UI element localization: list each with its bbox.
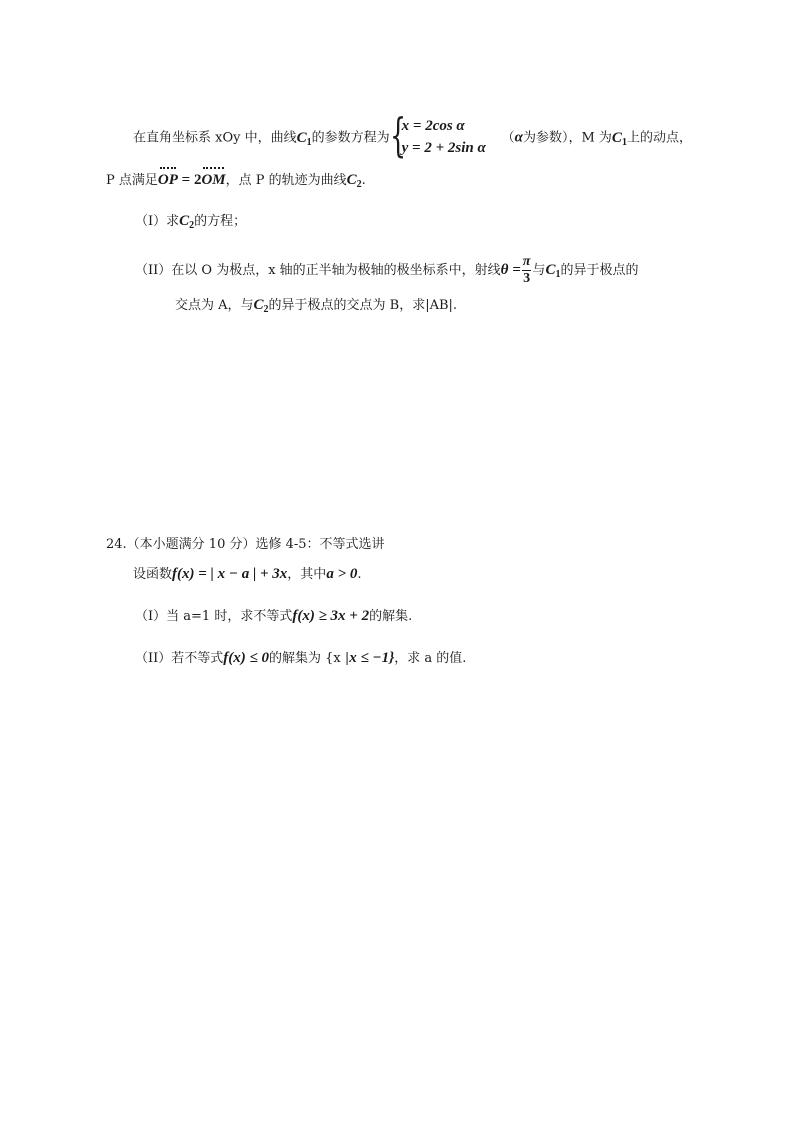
curve-c2: $C_2$ xyxy=(346,172,362,190)
q23-part-1 xyxy=(135,211,246,236)
function-def: f(x) = | x − a | + 3x xyxy=(172,566,288,582)
q23-part-2-cont xyxy=(175,295,457,320)
part-2-text-2: 的异于极点的 xyxy=(560,263,639,278)
part-1-label: （I）求 xyxy=(135,214,180,229)
part-2-with: 与 xyxy=(532,263,546,278)
q24-part-1 xyxy=(135,606,412,627)
curve-c2-ref: $C_2$ xyxy=(179,213,195,231)
part-2-text-4: 的异于极点的交点为 B，求|AB|. xyxy=(268,298,458,313)
param-eq-y: y = 2 + 2sin α xyxy=(401,140,486,156)
frac-numerator: π xyxy=(522,254,531,269)
frac-denominator: 3 xyxy=(523,271,531,286)
p-condition-text: P 点满足 xyxy=(106,173,158,188)
def-text-2: ，其中 xyxy=(287,567,327,582)
vector-op: OP xyxy=(157,172,178,188)
q23-intro-text-2: 的参数方程为 xyxy=(311,130,390,146)
q23-intro-text: 在直角坐标系 xOy 中，曲线 xyxy=(133,130,297,146)
vector-equation: = 2 xyxy=(177,172,202,188)
param-alpha: α xyxy=(514,129,523,146)
q24-part-2-set: 的解集为 {x | xyxy=(269,651,350,666)
trajectory-text: ，点 P 的轨迹为曲线 xyxy=(225,173,347,188)
solution-set: x ≤ −1} xyxy=(349,650,395,666)
q24-definition xyxy=(133,564,362,585)
inequality-2: f(x) ≤ 0 xyxy=(223,650,269,666)
q24-part-1-text: （I）当 a=1 时，求不等式 xyxy=(135,609,293,624)
curve-c1-ref-2: $C_1$ xyxy=(545,262,561,280)
q23-intro-text-3: 上的动点， xyxy=(626,130,692,146)
q23-line-1: 在直角坐标系 xOy 中，曲线$C_1$的参数方程为 { x = 2cos α y = 2 + 2sin α （α为参数），M 为$C_1$上的动点， xyxy=(133,108,692,162)
q23-part-2 xyxy=(135,254,638,287)
part-1-text: 的方程； xyxy=(194,214,247,229)
def-text: 设函数 xyxy=(133,567,173,582)
curve-c1: $C_1$ xyxy=(296,129,312,148)
q24-part-1-end: 的解集. xyxy=(369,609,413,624)
curve-c2-ref-2: $C_2$ xyxy=(253,297,269,315)
parametric-system: { x = 2cos α y = 2 + 2sin α xyxy=(389,108,486,162)
param-eq-x: x = 2cos α xyxy=(401,118,465,134)
part-2-text: （II）在以 O 为极点，x 轴的正半轴为极轴的极坐标系中，射线 xyxy=(135,263,501,278)
pi-over-3 xyxy=(522,254,532,287)
def-period: . xyxy=(357,567,362,582)
part-2-text-3: 交点为 A，与 xyxy=(175,298,254,313)
vector-om: OM xyxy=(201,172,226,188)
q23-line-2 xyxy=(106,170,366,195)
condition-a: a > 0 xyxy=(326,566,358,582)
ray-theta: θ = xyxy=(500,262,521,278)
curve-c1-ref: $C_1$ xyxy=(611,129,627,148)
inequality-1: f(x) ≥ 3x + 2 xyxy=(292,608,370,624)
q24-title: 24.（本小题满分 10 分）选修 4-5：不等式选讲 xyxy=(106,537,385,552)
q24-part-2-text: （II）若不等式 xyxy=(135,651,224,666)
q23-period: . xyxy=(361,173,366,188)
q24-header xyxy=(106,535,385,555)
param-note: 为参数），M 为 xyxy=(522,130,612,146)
q24-part-2 xyxy=(135,648,466,669)
q24-part-2-end: ，求 a 的值. xyxy=(394,651,467,666)
